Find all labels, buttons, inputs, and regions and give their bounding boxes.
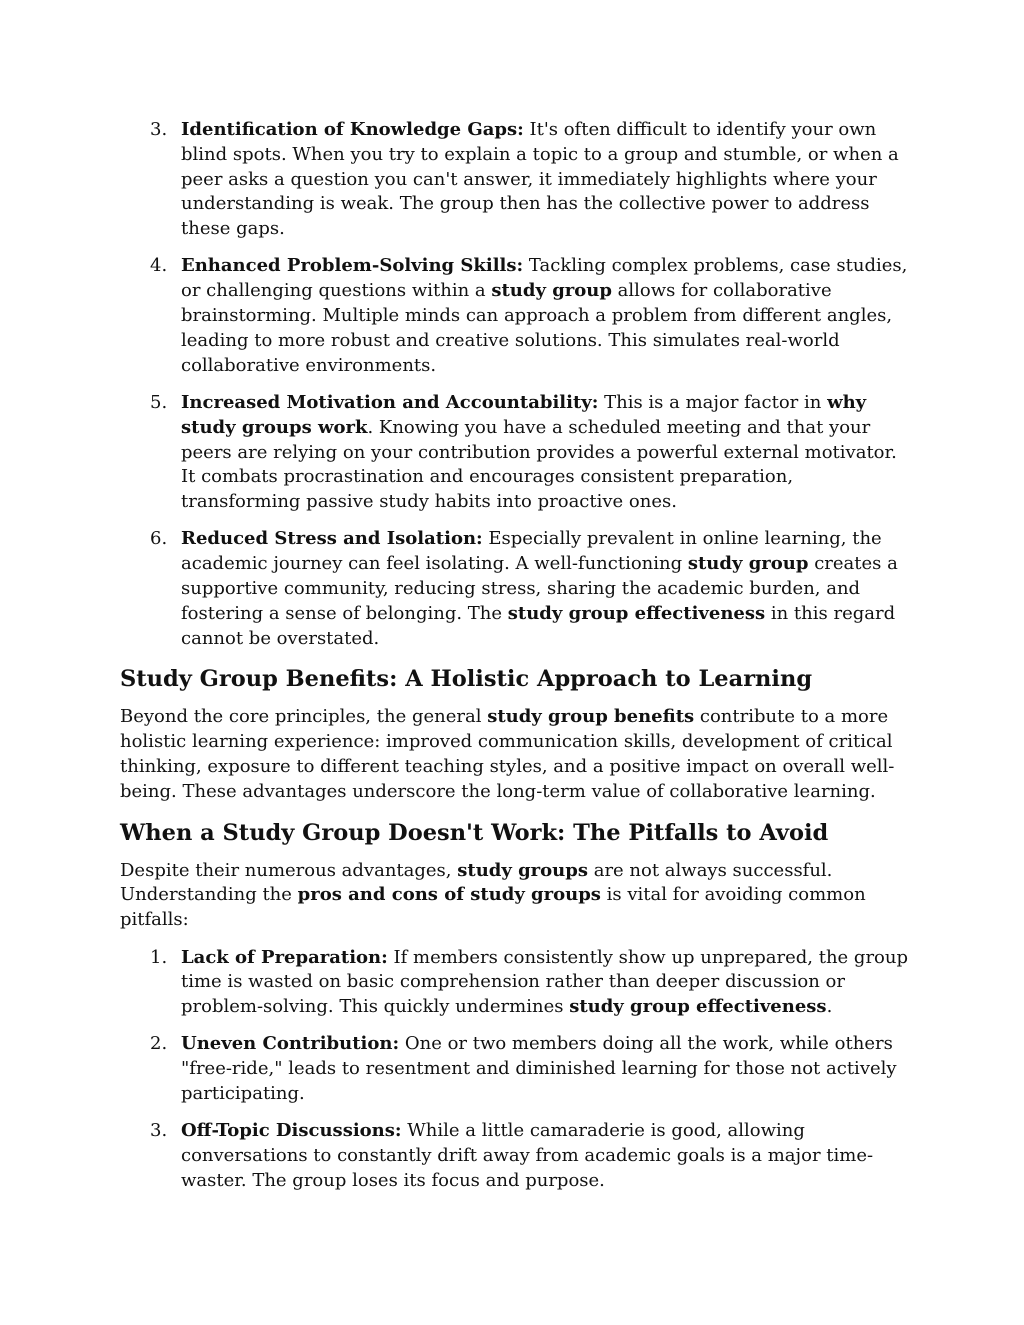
list-item: [120, 1032, 910, 1106]
list-item: [120, 1119, 910, 1193]
text-run: One or two members doing all the work, while others "free-ride," leads to resentment and diminished learning for those not actively participating.: [181, 1033, 897, 1104]
text-run: Beyond the core principles, the general: [120, 706, 488, 728]
list-item-title: Uneven Contribution:: [181, 1033, 400, 1055]
section-heading-pitfalls: When a Study Group Doesn't Work: The Pitfalls to Avoid: [120, 819, 829, 846]
paragraph-benefits: [120, 705, 910, 804]
list-item-title: Identification of Knowledge Gaps:: [181, 119, 524, 140]
text-run: Despite their numerous advantages,: [120, 859, 458, 881]
section-heading-benefits: Study Group Benefits: A Holistic Approach to Learning: [120, 666, 813, 693]
bold-phrase: study group benefits: [487, 706, 695, 728]
text-run: This is a major factor in: [598, 391, 828, 413]
list-number: 5.: [150, 391, 168, 413]
bold-phrase: study group: [687, 553, 809, 575]
text-run: It's often difficult to identify your own blind spots. When you try to explain a topic to a group and stumble, or when a peer asks a question you can't answer, it immediately highlights where your understanding is weak. The group then has the collective power to address these gaps.: [181, 119, 899, 240]
list-item: [120, 391, 910, 515]
list-item-title: Off-Topic Discussions:: [181, 1120, 402, 1142]
text-run: is vital for avoiding common pitfalls:: [120, 884, 866, 931]
list-number: 4.: [150, 255, 168, 277]
list-item-title: Enhanced Problem-Solving Skills:: [181, 255, 524, 277]
text-run: contribute to a more holistic learning experience: improved communication skills, development of critical thinking, exposure to different teaching styles, and a positive impact on overall well-being. These advantages underscore the long-term value of collaborative learning.: [120, 706, 895, 802]
bold-phrase: why study groups work: [181, 391, 867, 438]
list-number: 3.: [150, 1120, 168, 1142]
list-item-title: Reduced Stress and Isolation:: [181, 528, 483, 550]
list-number: 6.: [150, 528, 168, 550]
list-number: 3.: [150, 119, 168, 140]
bold-phrase: study group effectiveness: [507, 602, 766, 624]
bold-phrase: study group: [491, 280, 612, 302]
text-run: allows for collaborative brainstorming. Multiple minds can approach a problem from different angles, leading to more robust and creative solutions. This simulates real-world collaborative environments.: [181, 280, 893, 376]
text-run: .: [826, 996, 833, 1018]
list-item-title: Lack of Preparation:: [181, 946, 388, 968]
list-number: 1.: [150, 946, 168, 968]
list-item: [120, 527, 910, 651]
text-run: If members consistently show up unprepared, the group time is wasted on basic comprehension rather than deeper discussion or problem-solving. This quickly undermines: [181, 946, 908, 1018]
list-item: [120, 118, 910, 242]
list-number: 2.: [150, 1033, 168, 1055]
text-run: in this regard cannot be overstated.: [181, 602, 896, 649]
numbered-list-principles: [120, 118, 910, 651]
text-run: . Knowing you have a scheduled meeting and that your peers are relying on your contribution provides a powerful external motivator. It combats procrastination and encourages consistent preparation, transforming passive study habits into proactive ones.: [181, 416, 897, 513]
list-item-title: Increased Motivation and Accountability:: [181, 391, 599, 413]
list-item: [120, 254, 910, 378]
text-run: Tackling complex problems, case studies, or challenging questions within a: [181, 255, 908, 302]
numbered-list-pitfalls: [120, 946, 910, 1194]
bold-phrase: pros and cons of study groups: [297, 884, 601, 906]
text-run: creates a supportive community, reducing stress, sharing the academic burden, and fostering a sense of belonging. The: [181, 553, 898, 624]
bold-phrase: study groups: [457, 859, 588, 881]
document-page: [120, 118, 910, 1206]
text-run: Especially prevalent in online learning, the academic journey can feel isolating. A well-functioning: [181, 528, 882, 575]
text-run: While a little camaraderie is good, allowing conversations to constantly drift away from academic goals is a major time-waster. The group loses its focus and purpose.: [181, 1120, 874, 1191]
text-run: are not always successful. Understanding the: [120, 859, 833, 906]
list-item: [120, 946, 910, 1020]
paragraph-pitfalls: [120, 859, 910, 933]
bold-phrase: study group effectiveness: [569, 996, 827, 1018]
